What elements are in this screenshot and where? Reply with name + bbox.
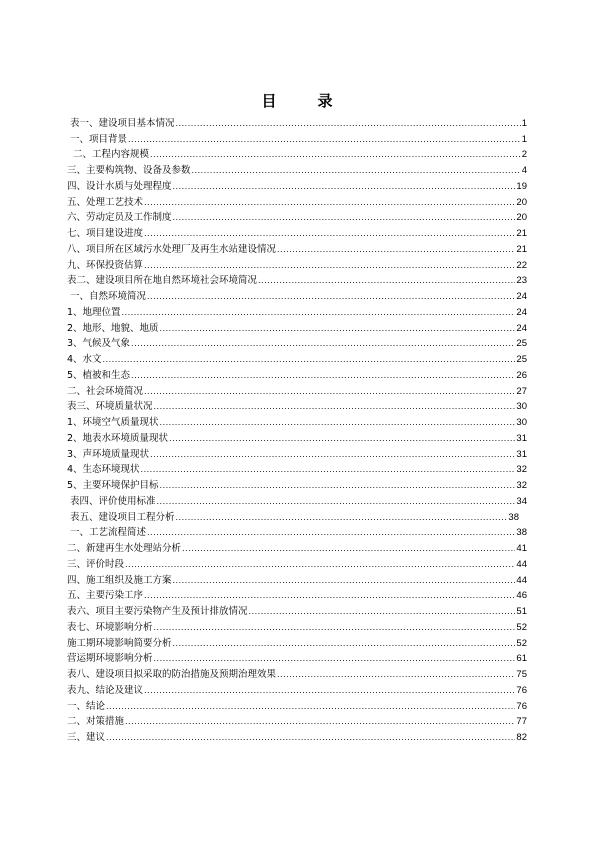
toc-entry-label: 5、主要环境保护目标 (67, 480, 159, 491)
dot-leader (144, 197, 515, 209)
toc-entry[interactable] (67, 618, 527, 634)
toc-entry[interactable] (67, 303, 527, 319)
toc-entry[interactable] (67, 697, 527, 713)
toc-entry[interactable] (67, 209, 527, 225)
toc-entry-page-number: 46 (516, 590, 527, 602)
toc-entry-label: 九、环保投资估算 (67, 259, 144, 271)
toc-entry[interactable] (67, 461, 527, 477)
toc-entry[interactable] (67, 429, 527, 445)
toc-entry[interactable] (67, 146, 527, 162)
toc-entry[interactable] (67, 524, 527, 540)
dot-leader (122, 307, 516, 319)
toc-entry-label: 4、生态环境现状 (67, 464, 140, 476)
toc-entry[interactable] (67, 665, 527, 681)
toc-entry-label: 营运期环境影响分析 (67, 653, 153, 665)
toc-entry[interactable] (67, 713, 527, 729)
toc-entry[interactable] (67, 413, 527, 429)
dot-leader (154, 401, 516, 413)
toc-entry[interactable] (67, 539, 527, 555)
toc-entry-page-number: 32 (516, 464, 527, 476)
dot-leader (173, 638, 516, 650)
toc-entry[interactable] (67, 335, 527, 351)
toc-entry-page-number: 19 (516, 180, 527, 192)
toc-entry[interactable] (67, 728, 527, 744)
toc-entry-label: 1、地理位置 (67, 306, 121, 318)
toc-entry[interactable] (67, 476, 527, 492)
toc-entry-page-number: 4 (521, 165, 527, 176)
dot-leader (106, 732, 515, 744)
toc-entry[interactable] (67, 161, 527, 177)
toc-entry[interactable] (67, 445, 527, 461)
dot-leader (131, 370, 515, 382)
toc-entry-label: 5、植被和生态 (67, 369, 131, 381)
toc-entry-label: 表五、建设项目工程分析 (70, 511, 175, 523)
dot-leader (144, 260, 515, 272)
dot-leader (176, 118, 521, 130)
toc-entry-label: 3、声环境质量现状 (67, 448, 150, 460)
toc-entry-page-number: 61 (516, 653, 527, 665)
toc-entry-label: 五、处理工艺技术 (67, 196, 144, 208)
dot-leader (150, 149, 521, 161)
dot-leader (173, 181, 516, 193)
toc-entry-label: 1、环境空气质量现状 (67, 417, 159, 428)
toc-entry-label: 表四、评价使用标准 (70, 495, 156, 507)
dot-leader (157, 496, 516, 508)
toc-entry-label: 表九、结论及建议 (67, 684, 144, 696)
toc-entry-page-number: 82 (516, 732, 527, 743)
toc-entry-label: 四、施工组织及施工方案 (67, 574, 172, 586)
toc-entry-page-number: 30 (516, 401, 527, 413)
dot-leader (277, 244, 515, 256)
toc-entry-label: 二、社会环境简况 (67, 385, 144, 397)
toc-entry-label: 二、工程内容规模 (73, 149, 150, 161)
toc-entry-label: 四、设计水质与处理程度 (67, 180, 172, 192)
toc-entry-label: 三、主要构筑物、设备及参数 (67, 165, 191, 176)
toc-entry-page-number: 44 (516, 574, 527, 586)
dot-leader (141, 464, 516, 476)
toc-entry[interactable] (67, 508, 527, 524)
toc-entry[interactable] (67, 319, 527, 335)
title-char-2: 录 (317, 92, 334, 110)
toc-entry-label: 表三、环境质量状况 (67, 401, 153, 413)
dot-leader (160, 480, 516, 492)
dot-leader (192, 165, 521, 177)
dot-leader (103, 354, 516, 366)
dot-leader (160, 323, 516, 335)
dot-leader (169, 433, 515, 445)
dot-leader (144, 228, 515, 240)
dot-leader (147, 291, 515, 303)
toc-entry[interactable] (67, 193, 527, 209)
toc-entry-page-number: 25 (516, 354, 527, 365)
toc-entry-label: 2、地形、地貌、地质 (67, 322, 159, 334)
toc-entry[interactable] (67, 177, 527, 193)
toc-entry-label: 五、主要污染工序 (67, 590, 144, 602)
toc-entry-page-number: 77 (516, 716, 527, 728)
toc-entry-page-number: 31 (516, 448, 527, 460)
toc-entry-label: 一、结论 (67, 700, 106, 712)
toc-entry-label: 二、新建再生水处理站分析 (67, 543, 182, 554)
toc-entry-page-number: 26 (516, 369, 527, 381)
toc-entry-label: 三、建议 (67, 732, 106, 743)
dot-leader (154, 622, 516, 634)
dot-leader (150, 449, 515, 461)
toc-entry[interactable] (67, 256, 527, 272)
toc-entry-label: 七、项目建设进度 (67, 228, 144, 239)
toc-entry-page-number: 30 (516, 417, 527, 428)
dot-leader (176, 512, 508, 524)
toc-entry[interactable] (67, 587, 527, 603)
toc-entry[interactable] (67, 650, 527, 666)
toc-entry-label: 表六、项目主要污染物产生及预计排放情况 (67, 606, 248, 617)
title-char-1: 目 (261, 92, 278, 110)
toc-entry[interactable] (67, 350, 527, 366)
toc-entry-label: 三、评价时段 (67, 558, 125, 570)
toc-entry[interactable] (67, 571, 527, 587)
dot-leader (154, 653, 516, 665)
toc-entry-page-number: 51 (516, 606, 527, 617)
toc-entry-page-number: 2 (521, 149, 527, 161)
toc-entry[interactable] (67, 555, 527, 571)
dot-leader (131, 338, 515, 350)
toc-entry-page-number: 75 (516, 669, 527, 680)
toc-entry[interactable] (67, 602, 527, 618)
toc-entry-page-number: 31 (516, 432, 527, 444)
toc-entry-label: 二、对策措施 (67, 716, 125, 728)
toc-entry-label: 施工期环境影响简要分析 (67, 637, 172, 649)
toc-entry-page-number: 32 (516, 480, 527, 491)
toc-entry-page-number: 23 (516, 275, 527, 287)
toc-entry-label: 六、劳动定员及工作制度 (67, 212, 172, 224)
toc-entry-page-number: 24 (516, 291, 527, 302)
toc-entry-label: 3、气候及气象 (67, 338, 131, 350)
dot-leader (173, 575, 516, 587)
dot-leader (125, 559, 515, 571)
dot-leader (277, 669, 515, 681)
dot-leader (125, 716, 515, 728)
toc-entry-label: 2、地表水环境质量现状 (67, 432, 169, 444)
toc-entry-page-number: 44 (516, 558, 527, 570)
toc-entry-page-number: 38 (516, 527, 527, 539)
toc-entry-page-number: 20 (516, 212, 527, 224)
toc-entry[interactable] (67, 130, 527, 146)
page-title (0, 90, 595, 111)
toc-entry-label: 一、项目背景 (70, 133, 128, 145)
toc-entry[interactable] (67, 382, 527, 398)
dot-leader (249, 606, 516, 618)
toc-entry-label: 表八、建设项目拟采取的防治措施及预期治理效果 (67, 669, 277, 680)
toc-entry-page-number: 1 (521, 117, 527, 129)
dot-leader (147, 527, 515, 539)
toc-entry-page-number: 52 (516, 621, 527, 633)
toc-entry-page-number: 27 (516, 385, 527, 397)
toc-entry-page-number: 21 (516, 228, 527, 239)
toc-entry[interactable] (67, 224, 527, 240)
dot-leader (106, 701, 515, 713)
toc-entry-label: 表七、环境影响分析 (67, 621, 153, 633)
dot-leader (144, 685, 515, 697)
dot-leader (144, 590, 515, 602)
toc-entry-label: 一、自然环境简况 (70, 291, 147, 302)
toc-entry-page-number: 24 (516, 322, 527, 334)
toc-entry-page-number: 41 (516, 543, 527, 554)
toc-entry-page-number: 34 (516, 495, 527, 507)
toc-entry[interactable] (67, 492, 527, 508)
toc-entry-label: 4、水文 (67, 354, 102, 365)
toc-entry-page-number: 1 (521, 133, 527, 145)
toc-entry-label: 表二、建设项目所在地自然环境社会环境简况 (67, 275, 258, 287)
dot-leader (160, 417, 516, 429)
dot-leader (258, 275, 515, 287)
toc-entry[interactable] (67, 681, 527, 697)
toc-entry[interactable] (67, 240, 527, 256)
toc-entry-page-number: 25 (516, 338, 527, 350)
toc-entry-page-number: 76 (516, 700, 527, 712)
toc-entry-page-number: 21 (516, 243, 527, 255)
toc-entry[interactable] (67, 287, 527, 303)
toc-entry[interactable] (67, 634, 527, 650)
toc-entry-label: 八、项目所在区域污水处理厂及再生水站建设情况 (67, 243, 277, 255)
dot-leader (144, 386, 515, 398)
toc-entry-page-number: 38 (508, 511, 519, 523)
dot-leader (173, 212, 516, 224)
toc-entry[interactable] (67, 366, 527, 382)
toc-entry[interactable] (67, 398, 527, 414)
toc-entry-page-number: 20 (516, 196, 527, 208)
toc-entry-label: 一、工艺流程简述 (70, 527, 147, 539)
dot-leader (182, 543, 515, 555)
toc-entry[interactable] (67, 114, 527, 130)
toc-entry-page-number: 52 (516, 637, 527, 649)
toc-entry[interactable] (67, 272, 527, 288)
toc-entry-page-number: 24 (516, 306, 527, 318)
toc-entry-page-number: 22 (516, 259, 527, 271)
toc-entry-label: 表一、建设项目基本情况 (70, 117, 175, 129)
dot-leader (128, 134, 521, 146)
table-of-contents (67, 114, 527, 744)
toc-entry-page-number: 76 (516, 684, 527, 696)
